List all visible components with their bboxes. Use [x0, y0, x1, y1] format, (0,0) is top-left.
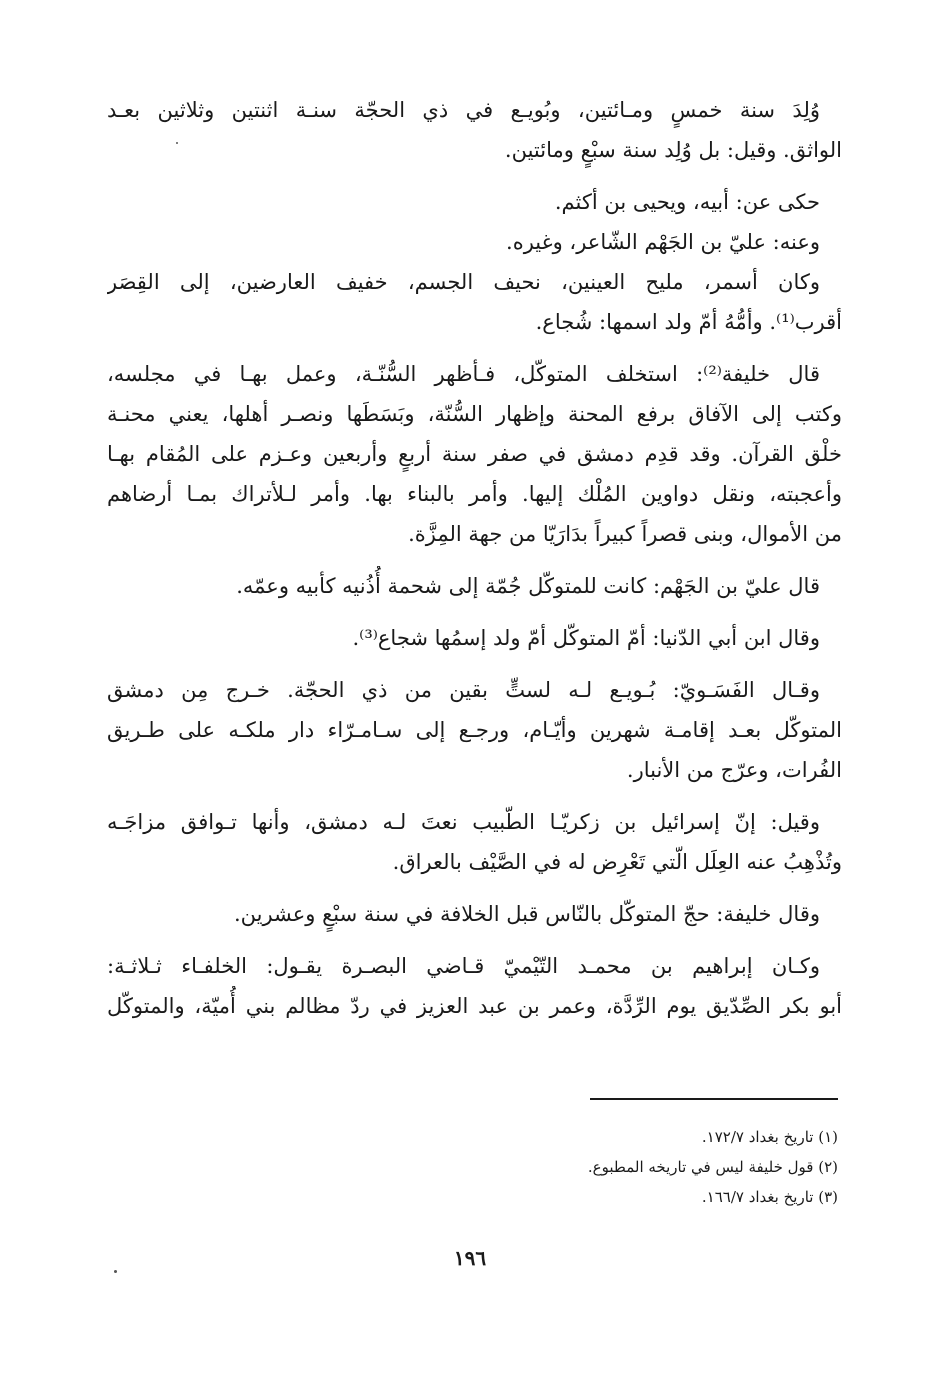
footnote-divider — [590, 1098, 838, 1100]
footnote-2: (٢) قول خليفة ليس في تاريخه المطبوع. — [587, 1158, 838, 1176]
text-line: وقال خليفة: حجّ المتوكّل بالنّاس قبل الخلافة في سنة سبْعٍ وعشرين. — [233, 902, 820, 926]
text-line: وكتب إلى الآفاق برفع المحنة وإظهار السُّنّة، وبَسَطَها ونصـر أهلها، يعني محنـة — [107, 402, 842, 426]
paragraph-narrated-from — [107, 182, 842, 222]
footnote-3: (٣) تاريخ بغداد ١٦٦/٧. — [701, 1188, 838, 1206]
text-line: وكـان إبراهيم بن محمـد التّيْميّ قـاضي البصـرة يقـول: الخلفـاء ثـلاثـة: — [107, 954, 820, 978]
text-line: أقرب⁽¹⁾. وأمُّهُ أمّ ولد اسمها: شُجاع. — [535, 310, 842, 334]
paragraph-fasawi — [107, 670, 842, 790]
text-line: من الأموال، وبنى قصراً كبيراً بدَارَيّا من جهة المِزَّة. — [408, 522, 842, 546]
footnote-1: (١) تاريخ بغداد ١٧٢/٧. — [701, 1128, 838, 1146]
text-line: الواثق. وقيل: بل وُلِد سنة سبْعٍ ومائتين. — [504, 138, 842, 162]
text-line: وقال ابن أبي الدّنيا: أمّ المتوكّل أمّ ولد إسمُها شجاع⁽³⁾. — [352, 626, 820, 650]
paragraph-narrated-by — [107, 222, 842, 262]
text-line: قال عليّ بن الجَهْم: كانت للمتوكّل جُمّة إلى شحمة أُذُنيه كأبيه وعمّه. — [236, 574, 820, 598]
text-line: وقـال الفَسَـويّ: بُـويـع لـه لستٍّ بقين من ذي الحجّة. خـرج مِن دمشق — [107, 678, 820, 702]
text-line: المتوكّل بعـد إقامـة شهرين وأيّـام، ورجـع إلى سـامـرّاء دار ملكـه على طـريق — [107, 718, 842, 742]
text-line: أبو بكر الصِّدّيق يوم الرِّدَّة، وعمر بن عبد العزيز في ردّ مظالم بني أُميّة، والمتوكّل — [107, 994, 842, 1018]
text-line: وعنه: عليّ بن الجَهْم الشّاعر، وغيره. — [506, 230, 820, 254]
text-line: الفُرات، وعرّج من الأنبار. — [626, 758, 842, 782]
text-line: وُلِدَ سنة خمسٍ ومـائتين، وبُويـع في ذي الحجّة سنـة اثنتين وثلاثين بعـد — [107, 98, 820, 122]
footnotes — [438, 1122, 838, 1212]
text-line: وقيل: إنّ إسرائيل بن زكريّـا الطّبيب نعتَ لـه دمشق، وأنها تـوافق مزاجَـه — [107, 810, 820, 834]
text-line: وأعجبته، ونقل دواوين المُلْك إليها. وأمر بالبناء بها. وأمر لـلأتراك بمـا أرضاهم — [107, 482, 842, 506]
paragraph-ibn-abi-dunya — [107, 618, 842, 658]
paragraph-ali-ibn-jahm — [107, 566, 842, 606]
paragraph-hajj — [107, 894, 842, 934]
page-number: ١٩٦ — [453, 1246, 487, 1270]
paragraph-khalifa — [107, 354, 842, 554]
paragraph-taymi — [107, 946, 842, 1026]
paragraph-description — [107, 262, 842, 342]
paragraph-birth — [107, 90, 842, 170]
main-text — [107, 90, 842, 1038]
text-line: وكان أسمر، مليح العينين، نحيف الجسم، خفيف العارضين، إلى القِصَر — [107, 270, 820, 294]
text-line: خلْق القرآن. وقد قدِم دمشق في صفر سنة أربعٍ وأربعين وعـزم على المُقام بهـا — [107, 442, 842, 466]
scan-speck — [114, 1270, 117, 1273]
text-line: وتُذْهِبُ عنه العِلَل الّتي تَعْرِض له في الصَّيْف بالعراق. — [392, 850, 842, 874]
scan-speck — [176, 142, 178, 144]
text-line: قال خليفة⁽²⁾: استخلف المتوكّل، فـأظهر السُّنّـة، وعمل بهـا في مجلسه، — [107, 362, 820, 386]
paragraph-israil — [107, 802, 842, 882]
text-line: حكى عن: أبيه، ويحيى بن أكثم. — [554, 190, 820, 214]
